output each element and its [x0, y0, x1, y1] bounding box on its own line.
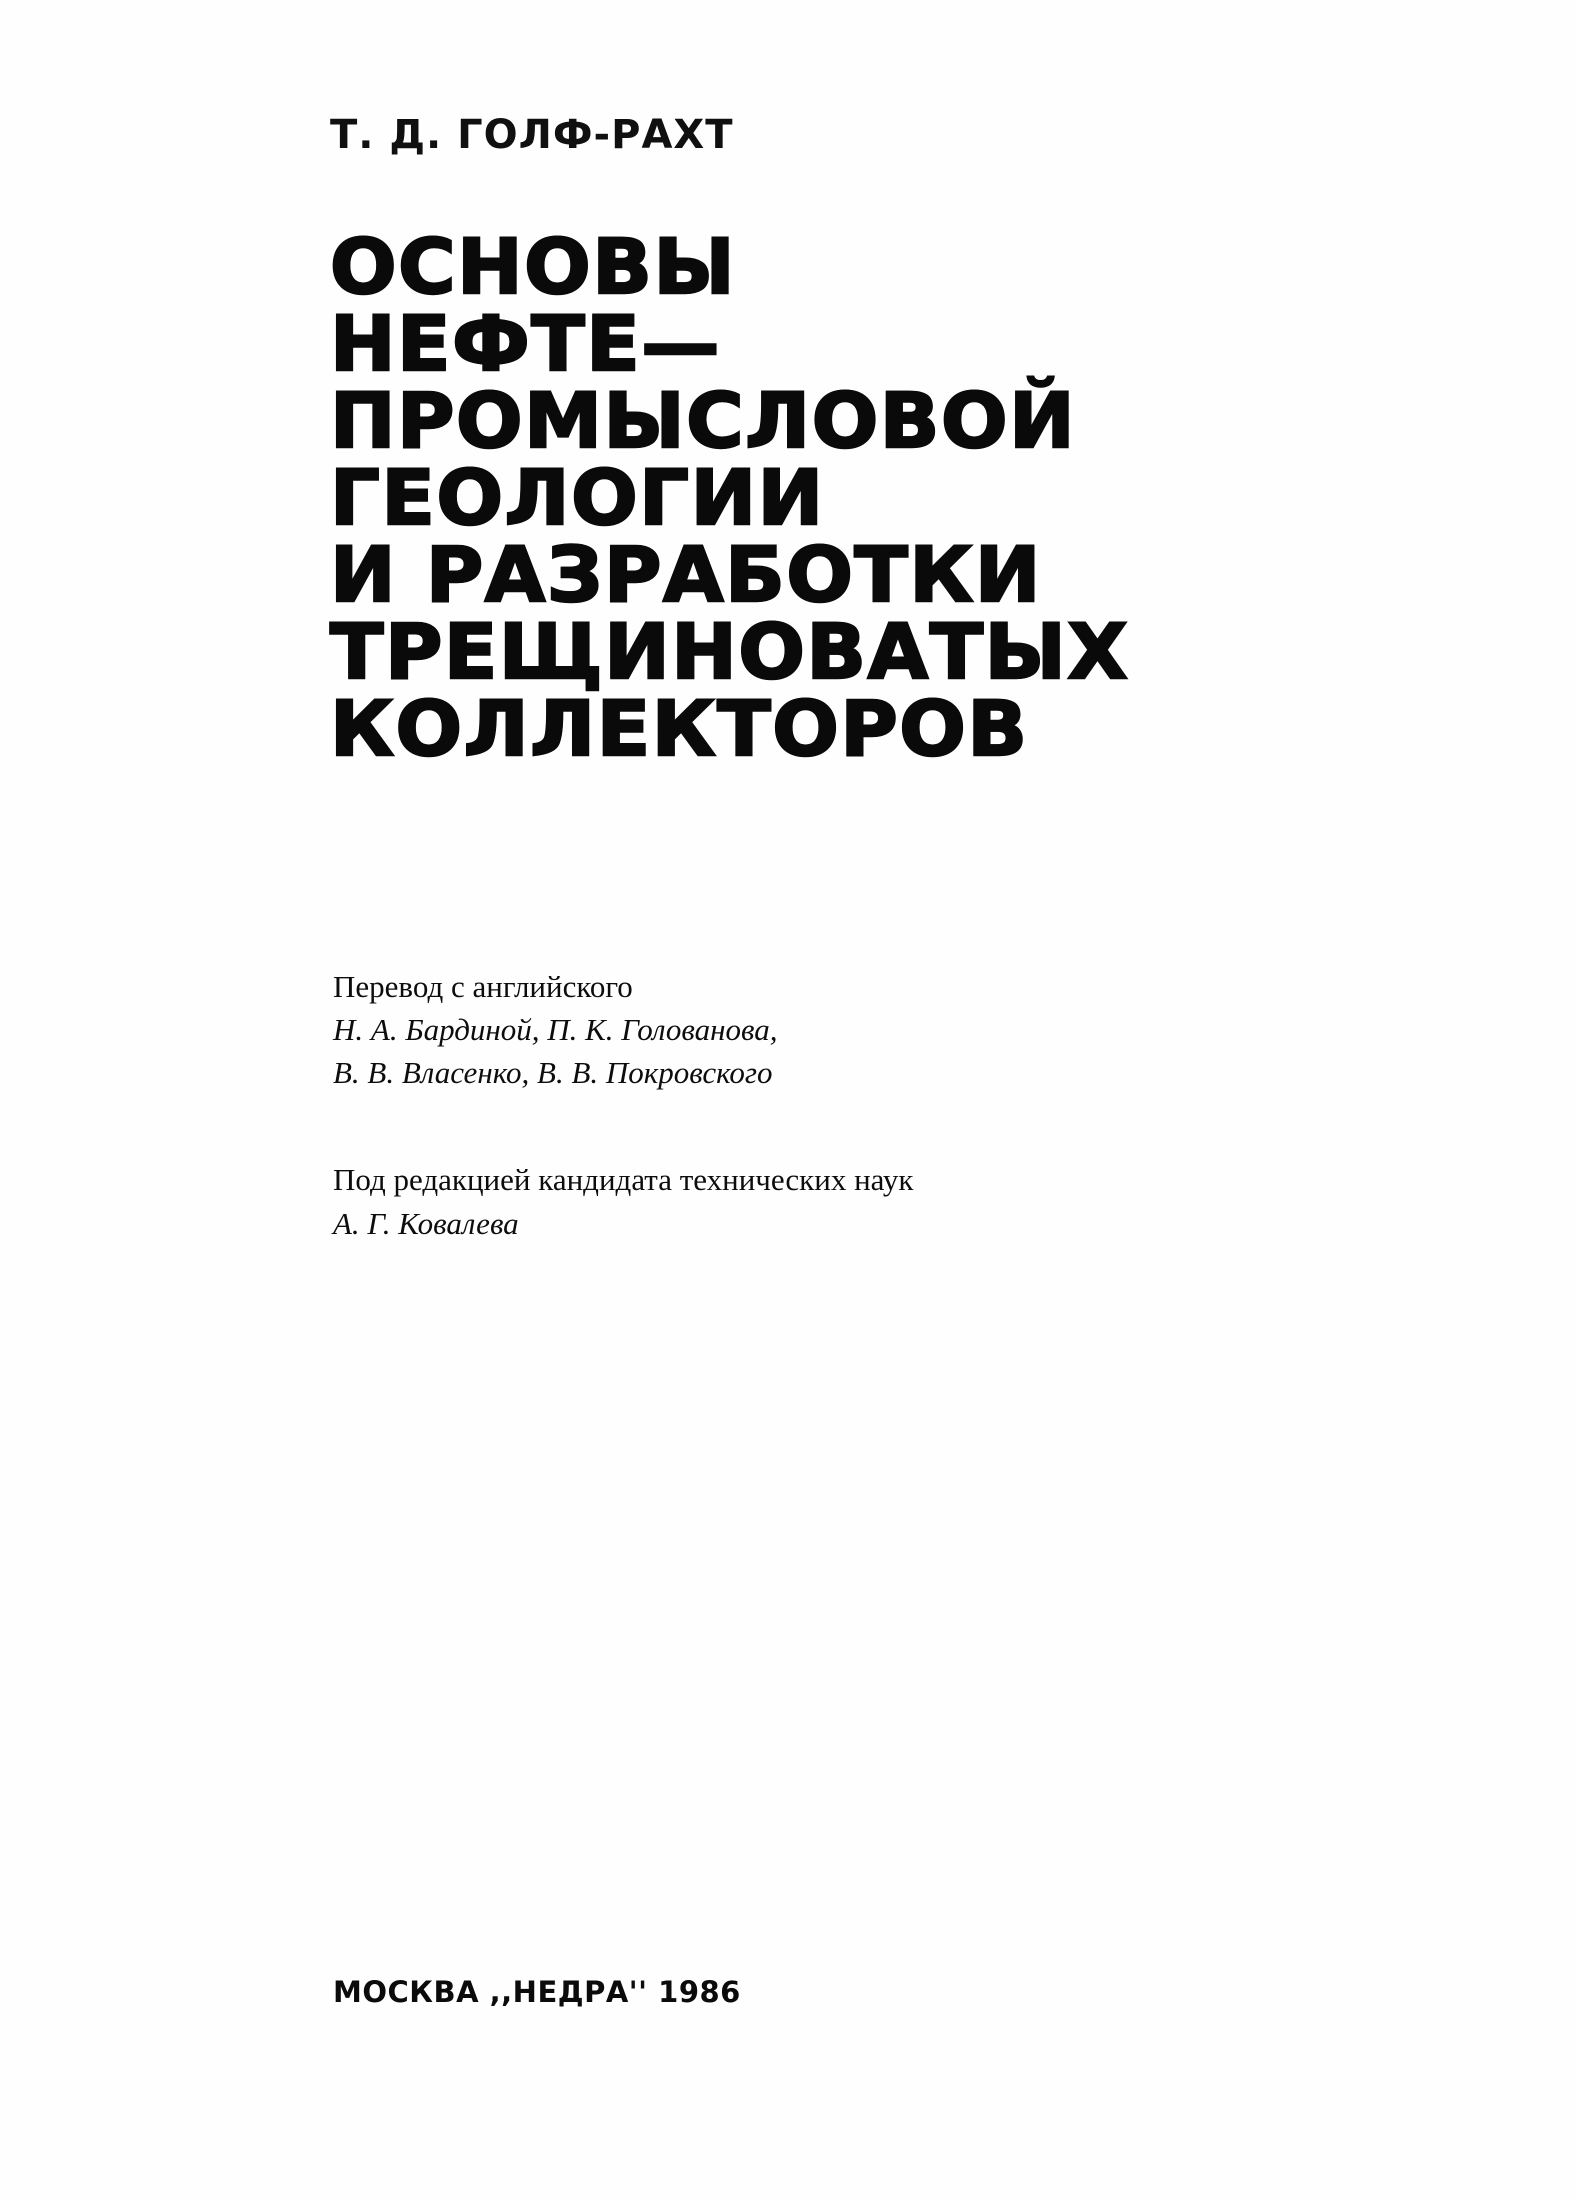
title-line-1: ОСНОВЫ: [330, 222, 737, 311]
translation-lead: Перевод с английского: [333, 969, 633, 1004]
publisher-imprint: МОСКВА ,,НЕДРА'' 1986: [333, 1975, 741, 2009]
title-line-3: ПРОМЫСЛОВОЙ: [330, 376, 1077, 465]
editorial-credits: [333, 1158, 1283, 1246]
title-line-5: И РАЗРАБОТКИ: [330, 530, 1042, 619]
title-line-4: ГЕОЛОГИИ: [330, 453, 825, 542]
translator-names-line-1: Н. А. Бардиной, П. К. Голованова,: [333, 1012, 778, 1047]
title-line-2: НЕФТЕ—: [330, 299, 722, 388]
title-line-7: КОЛЛЕКТОРОВ: [330, 684, 1029, 773]
translation-credits: [333, 965, 1233, 1094]
book-title: [330, 222, 1230, 773]
editor-lead: Под редакцией кандидата технических наук: [333, 1162, 914, 1197]
author-name: Т. Д. ГОЛФ-РАХТ: [330, 112, 734, 158]
title-line-6: ТРЕЩИНОВАТЫХ: [330, 607, 1130, 696]
translator-names-line-2: В. В. Власенко, В. В. Покровского: [333, 1055, 773, 1090]
editor-name: А. Г. Ковалева: [333, 1206, 519, 1241]
